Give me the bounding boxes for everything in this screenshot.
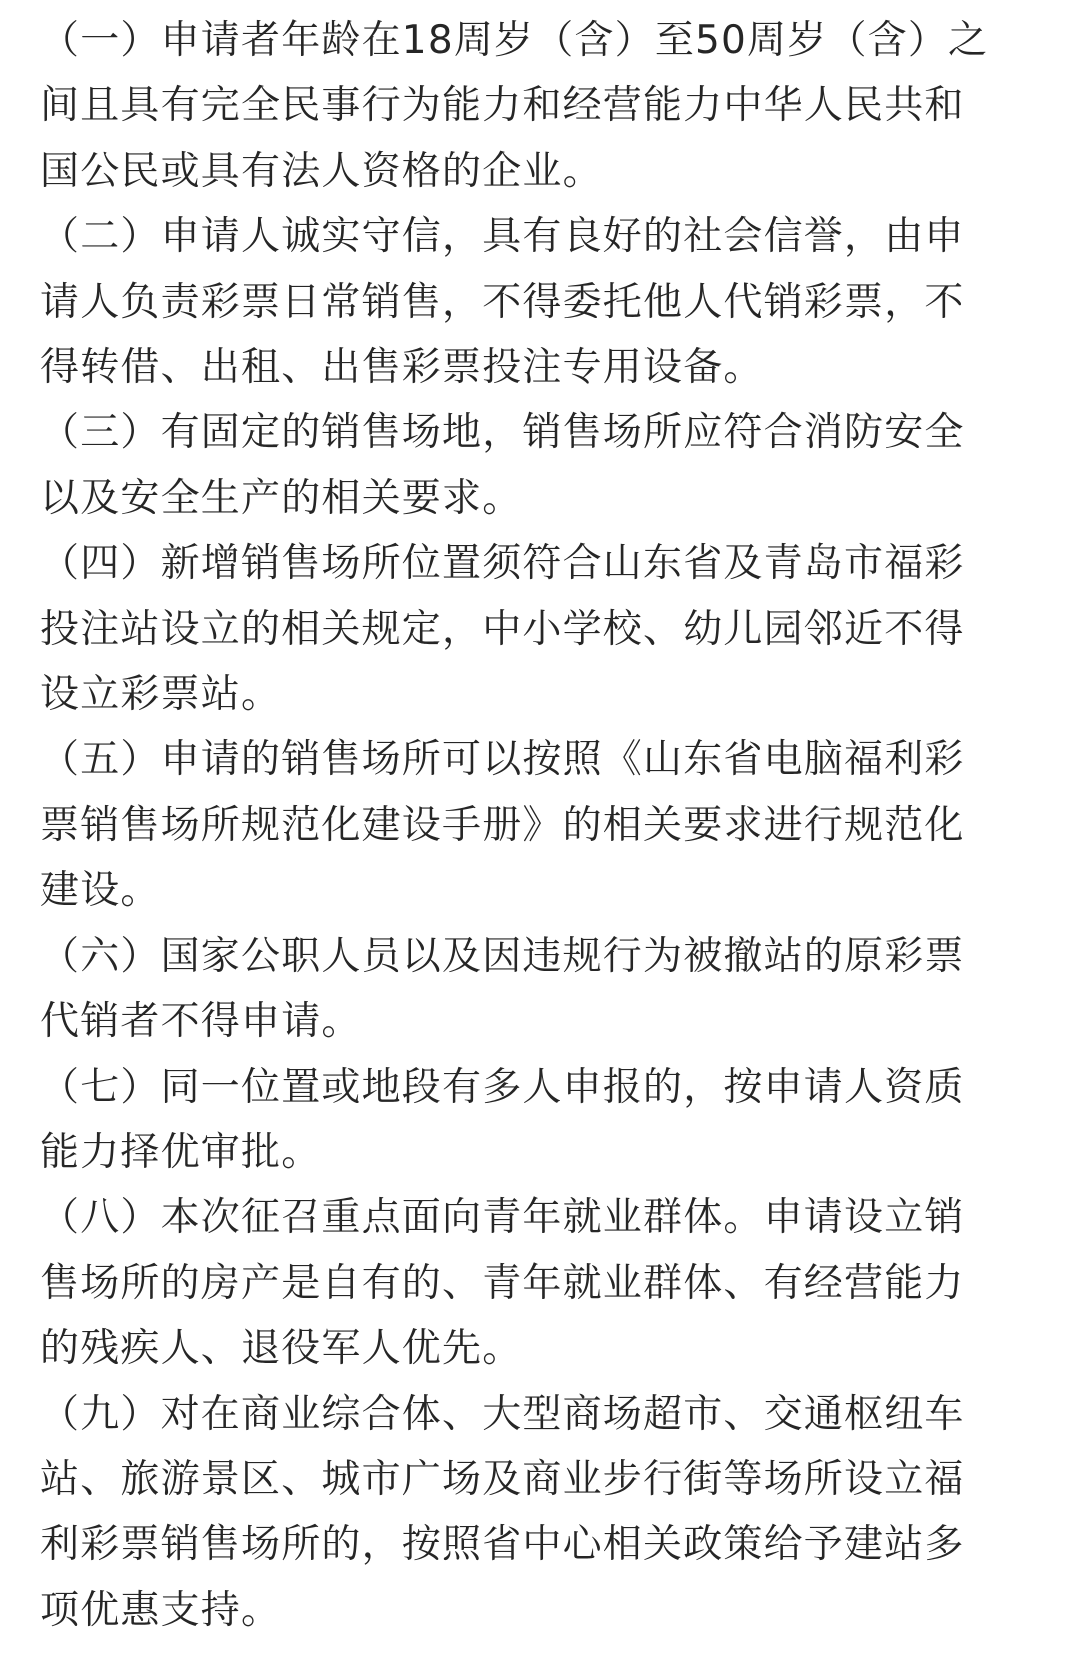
paragraph-5	[40, 727, 1020, 923]
text-line: （三）有固定的销售场地，销售场所应符合消防安全	[40, 410, 965, 456]
text-line: 设立彩票站。	[40, 672, 282, 718]
text-line: （一）申请者年龄在18周岁（含）至50周岁（含）之	[40, 18, 989, 63]
paragraph-7	[40, 1055, 1020, 1186]
text-line: 建设。	[40, 868, 161, 914]
text-line: 得转借、出租、出售彩票投注专用设备。	[40, 345, 764, 391]
paragraph-4	[40, 531, 1020, 727]
text-line: 以及安全生产的相关要求。	[40, 475, 523, 521]
text-line: 票销售场所规范化建设手册》的相关要求进行规范化	[40, 802, 965, 848]
text-line: 请人负责彩票日常销售，不得委托他人代销彩票，不	[40, 279, 965, 325]
text-line: 的残疾人、退役军人优先。	[40, 1326, 523, 1372]
paragraph-3	[40, 400, 1020, 531]
text-line: 间且具有完全民事行为能力和经营能力中华人民共和	[40, 83, 965, 129]
text-line: （七）同一位置或地段有多人申报的，按申请人资质	[40, 1064, 965, 1110]
paragraph-9	[40, 1382, 1020, 1644]
text-line: （八）本次征召重点面向青年就业群体。申请设立销	[40, 1195, 965, 1241]
paragraph-2	[40, 204, 1020, 400]
text-line: 国公民或具有法人资格的企业。	[40, 148, 603, 194]
text-line: 能力择优审批。	[40, 1129, 322, 1175]
text-line: 利彩票销售场所的，按照省中心相关政策给予建站多	[40, 1522, 965, 1568]
text-line: 代销者不得申请。	[40, 999, 362, 1045]
text-line: （六）国家公职人员以及因违规行为被撤站的原彩票	[40, 933, 965, 979]
paragraph-8	[40, 1185, 1020, 1381]
text-line: （五）申请的销售场所可以按照《山东省电脑福利彩	[40, 737, 965, 783]
text-line: 项优惠支持。	[40, 1587, 282, 1633]
text-line: 站、旅游景区、城市广场及商业步行街等场所设立福	[40, 1456, 965, 1502]
text-line: （二）申请人诚实守信，具有良好的社会信誉，由申	[40, 214, 965, 260]
text-line: （四）新增销售场所位置须符合山东省及青岛市福彩	[40, 541, 965, 587]
document-body	[40, 8, 1020, 1643]
text-line: （九）对在商业综合体、大型商场超市、交通枢纽车	[40, 1391, 965, 1437]
text-line: 投注站设立的相关规定，中小学校、幼儿园邻近不得	[40, 606, 965, 652]
text-line: 售场所的房产是自有的、青年就业群体、有经营能力	[40, 1260, 965, 1306]
paragraph-6	[40, 924, 1020, 1055]
paragraph-1	[40, 8, 1020, 204]
